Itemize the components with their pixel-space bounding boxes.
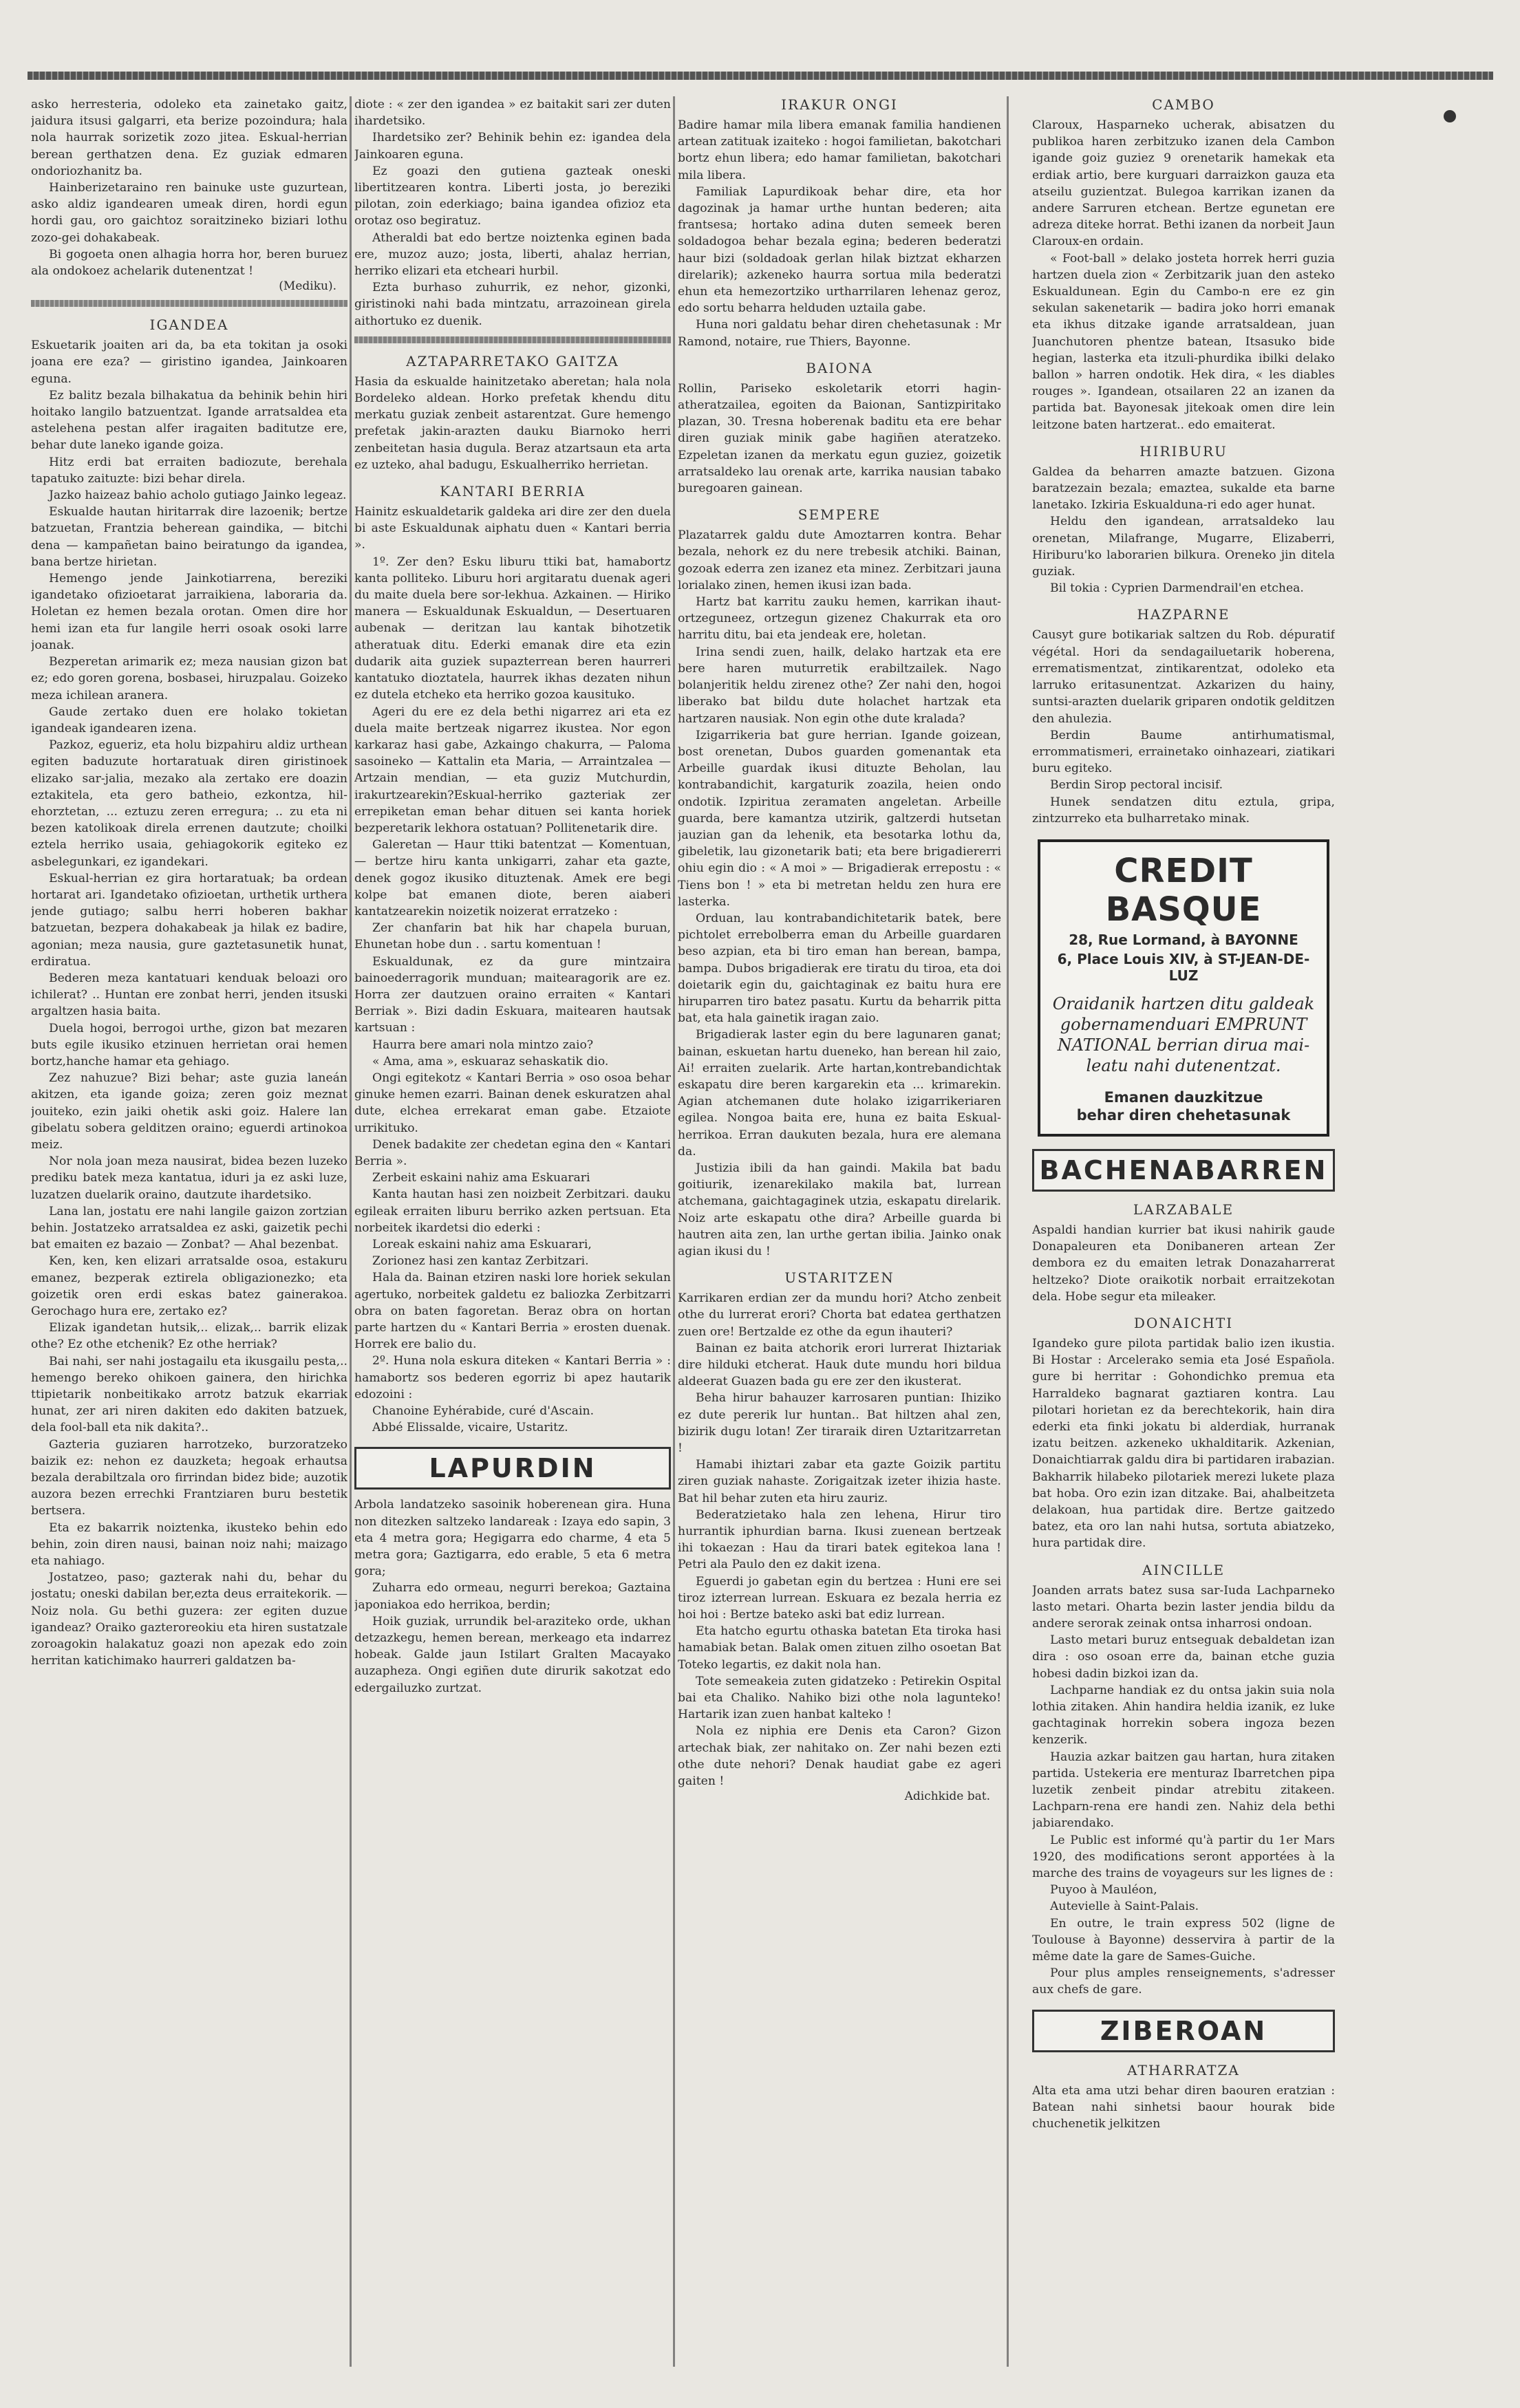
paragraph: Kanta hautan hasi zen noizbeit Zerbitzari. dauku egileak erraiten liburu berriko azken pertsuan. Eta norbeitek ikardetsi dio ederki : bbox=[354, 1187, 671, 1235]
paragraph: Rollin, Pariseko eskoletarik etorri hagin-atheratzailea, egoiten da Baionan, Santizpiritako plazan, 30. Tresna hoberenak baditu eta ere behar diren guziak minik gabe hagiñen ateratzeko. Ezpeletan izanen da merkatu egun guziez, goizetik arratsaldeko lau orenak arte, karrika nausian tabako buregoaren gainean. bbox=[678, 381, 1001, 496]
paragraph: Galeretan — Haur ttiki batentzat — Komentuan, — bertze hiru kanta unkigarri, zahar eta gazte, denek gogoz ikusiko dituztenak. Amek ere begi kolpe bat emanen diote, beren aiaberi kantatzearekin noizetik noizerat erratzeko : bbox=[354, 838, 671, 918]
paragraph: Hitz erdi bat erraiten badiozute, berehala tapatuko zaituzte: bizi behar direla. bbox=[31, 455, 347, 486]
ad-line: leatu nahi dutenentzat. bbox=[1086, 1055, 1281, 1075]
section-heading: DONAICHTI bbox=[1133, 1314, 1234, 1331]
column-3 bbox=[678, 96, 1001, 2380]
verse: Loreak eskaini nahiz ama Eskuarari, bbox=[372, 1238, 592, 1251]
paragraph: Lana lan, jostatu ere nahi langile gaizon zortzian behin. Jostatzeko arratsaldea ez aski, gaizetik pechi bat emaiten ez bazaio — Zonbat? — Ahal bezenbat. bbox=[31, 1204, 347, 1252]
verse: Zorionez hasi zen kantaz Zerbitzari. bbox=[372, 1254, 589, 1269]
paragraph: Bederen meza kantatuari kenduak beloazi oro ichilerat? .. Huntan ere zonbat herri, jenden itsuski argaltzen hasia baita. bbox=[31, 971, 347, 1019]
section-heading: ATHARRATZA bbox=[1127, 2061, 1240, 2078]
paragraph: Izigarrikeria bat gure herrian. Igande goizean, bost orenetan, Dubos guarden gomenantak eta Arbeille guardak ikusi dituzte Beholan, lau kontrabandichit, kargaturik zoazila, heien ondo ondotik. Izpiritua zeramaten angeletan. Arbeille guarda, bere kamantza utzirik, galtzerdi hutsetan jauzian gan da lehenik, eta besotarka lothu da, gibeletik, lau gizonetarik bati; eta bere brigadiererri ohiu egin dio : « A moi » — Brigadierak errepostu : « Tiens bon ! » eta bi metretan heldu zen hura ere lasterka. bbox=[678, 728, 1001, 909]
paragraph: Arbola landatzeko sasoinik hoberenean gira. Huna non ditezken saltzeko landareak : Izaya edo sapin, 3 eta 4 metra gora; Hegigarra edo charme, 4 eta 5 metra gora; Gaztigarra, edo erable, 5 eta 6 metra gora; bbox=[354, 1498, 671, 1579]
ad-text bbox=[1047, 993, 1320, 1076]
verse: Nola ez niphia ere Denis eta Caron? Gizon artechak biak, zer nahitako on. Zer nahi bezen ezti othe dute nehori? Denak haudiat gabe ez ageri gaiten ! bbox=[678, 1724, 1001, 1789]
verse: Tote semeakeia zuten gidatzeko : Petirekin Ospital bai eta Chaliko. Nahiko bizi othe nola lagunteko! Hartarik izan zuen hanbat kalteko ! bbox=[678, 1674, 1001, 1722]
paragraph: Elizak igandetan hutsik,.. elizak,.. barrik elizak othe? Ez othe etchenik? Ez othe herriak? bbox=[31, 1321, 347, 1352]
column-2 bbox=[354, 96, 671, 2380]
paragraph: Brigadierak laster egin du bere lagunaren ganat; bainan, eskuetan hartu dueneko, han berean hil zaio, Ai! erraiten zuelarik. Arte hartan,kontrebandichtak eskapatu dire beren kargarekin eta ... krimarekin. Agian atchemanen dute holako izigarrikeriaren egilea. Nongoa baita ere, huna ez baita Eskual-herrikoa. Erran daukuten bezala, hura ere alemana da. bbox=[678, 1028, 1001, 1159]
separator bbox=[354, 336, 671, 343]
section-heading: BAIONA bbox=[806, 359, 873, 376]
paragraph: Hala da. Bainan etziren naski lore horiek sekulan agertuko, norbeitek galdetu ez baliozka Zerbitzarri obra on baten fagoretan. Beraz obra on hortan parte hartzen du « Kantari Berria » erosten duenak. Horrek ere balio du. bbox=[354, 1271, 671, 1352]
paragraph: Zez nahuzue? Bizi behar; aste guzia laneán akitzen, eta igande goiza; zeren goiz meznat jouiteko, ezin jaiki ohetik aski goiz. Halere lan gibelatu sobera gelditzen oraino; eguerdi artinokoa meiz. bbox=[31, 1071, 347, 1152]
paragraph: Denek badakite zer chedetan egina den « Kantari Berria ». bbox=[354, 1137, 671, 1168]
paragraph: Autevielle à Saint-Palais. bbox=[1050, 1900, 1199, 1914]
section-banner: BACHENABARREN bbox=[1032, 1149, 1335, 1192]
section-heading: HIRIBURU bbox=[1139, 442, 1228, 460]
paragraph: Gaude zertako duen ere holako tokietan igandeak igandearen izena. bbox=[31, 705, 347, 735]
paragraph: Bi gogoeta onen alhagia horra hor, beren buruez ala ondokoez achelarik dutenentzat ! bbox=[31, 247, 347, 279]
paragraph: Plazatarrek galdu dute Amoztarren kontra. Behar bezala, nehork ez du nere trebesik atchiki. Bainan, gozoak ederra zen izanez eta minez. Zerbitzari jauna lorialako zinen, hemen ikusi izan bada. bbox=[678, 528, 1001, 592]
paragraph: Eskual-herrian ez gira hortaratuak; ba ordean hortarat ari. Igandetako ofizioetan, urthetik urthera jende gutiago; salbu herri hoberen bakhar batzuetan, bezpera dohakabeak ja hilak ez badire, agonian; meza nausia, gure gaztetasunetik hunat, erdiratua. bbox=[31, 871, 347, 969]
paragraph: Igandeko gure pilota partidak balio izen ikustia. Bi Hostar : Arcelerako semia eta José Española. gure bi herritar : Gohondichko premua eta Harraldeko bagnarat gaztiaren kontra. Lau pilotari horietan ez da berechtekorik, hain dira ederki eta finki jokatu bi alderdiak, hurranak izatu beitzen. azkeneko ukhalditarik. Azkenian, Donaichtiarrak galdu dira bi partidaren irabazian. Bakharrik hilabeko pilotariek merezi lukete plaza bat hoba. Oro ezin izan ditzake. Bai, ahalbeitzeta delakoan, hua partidak dire. Bertze gaitzedo batez, eta oro lan nahi hutsa, sortuta abiatzeko, hura partidak dire. bbox=[1032, 1336, 1335, 1551]
margin-dot bbox=[1444, 110, 1456, 122]
verse: Karrikaren erdian zer da mundu hori? Atcho zenbeit othe du lurrerat erori? Chorta bat edatea gerthatzen zuen ore! Bertzalde ez othe da egun ihauteri? bbox=[678, 1291, 1001, 1339]
column-rule bbox=[1007, 96, 1009, 2367]
verse: Bederatzietako hala zen lehena, Hirur tiro hurrantik iphurdian barna. Ikusi zuenean bertzeak ihi tokaezan : Hau da tirari batek egitekoa lana ! Petri ala Paulo den ez dakit izena. bbox=[678, 1507, 1001, 1572]
column-rule bbox=[350, 96, 352, 2367]
paragraph: Hainitz eskualdetarik galdeka ari dire zer den duela bi aste Eskualdunak aiphatu duen « Kantari berria ». bbox=[354, 505, 671, 552]
paragraph: Badire hamar mila libera emanak familia handienen artean zatituak izaiteko : hogoi familietan, bakotchari bortz ehun libera; edo hamar familietan, bakotchari mila libera. bbox=[678, 118, 1001, 182]
paragraph: Le Public est informé qu'à partir du 1er Mars 1920, des modifications seront apportées à la marche des trains de voyageurs sur les lignes de : bbox=[1032, 1833, 1335, 1881]
verse: Bainan ez baita atchorik erori lurrerat Ihiztariak dire hilduki etcherat. Hauk dute mundu hori bildua aldeerat Guazen bada gu ere zer den ikusterat. bbox=[678, 1341, 1001, 1389]
top-rule bbox=[28, 72, 1493, 80]
paragraph: asko herresteria, odoleko eta zainetako gaitz, jaidura itsusi galgarri, eta berize pozoindura; hala nola haurrak sorizetik zozo jitea. Eskual-herrian berean gerthatzen dena. Ez guziak edmaren ondoriozhanitz ba. bbox=[31, 98, 347, 178]
verse: Hamabi ihiztari zabar eta gazte Goizik partitu ziren guziak nahaste. Zorigaitzak izeter ihizia haste. Bat hil behar zuten eta hiru zauriz. bbox=[678, 1458, 1001, 1505]
paragraph: Ezta burhaso zuhurrik, ez nehor, gizonki, giristinoki nahi bada mintzatu, arrazoinean girela aithortuko ez duenik. bbox=[354, 281, 671, 328]
paragraph: Eskualde hautan hiritarrak dire lazoenik; bertze batzuetan, Frantzia beherean gaindika, — bitchi dena — kampañetan baino beiratungo da igandea, bana bertze hirietan. bbox=[31, 505, 347, 569]
paragraph: Heldu den igandean, arratsaldeko lau orenetan, Milafrange, Mugarre, Elizaberri, Hiriburu'ko laborarien bilkura. Oreneko jin ditela guziak. bbox=[1032, 515, 1335, 579]
verse: Zerbeit eskaini nahiz ama Eskuarari bbox=[372, 1171, 590, 1185]
verse: Zer chanfarin bat hik har chapela buruan, Ehunetan hobe dun . . sartu komentuan ! bbox=[354, 921, 671, 952]
section-heading: SEMPERE bbox=[798, 506, 881, 524]
section-heading: CAMBO bbox=[1152, 96, 1215, 113]
section-banner: LAPURDIN bbox=[354, 1447, 671, 1490]
paragraph: Familiak Lapurdikoak behar dire, eta hor dagozinak ja hamar urthe huntan bederen; aita frantsesa; hortako adina duten semeek beren soldadogoa behar bezala egina; bederen bederatzi haur bizi (soldadoak gerlan hilak biztzat ekharzen direlarik); azkeneko haurra sortua mila bederatzi ehun eta hemezortziko urtharrilaren lehenaz geroz, edo sortu beharra helduden uztaila gabe. bbox=[678, 184, 1001, 316]
paragraph: Jostatzeo, paso; gazterak nahi du, behar du jostatu; oneski dabilan ber,ezta deus erraitekorik. — Noiz nola. Gu bethi guzera: zer egiten duzue igandeaz? Oraiko gazteroreokiu eta hiren sustatzale zoroagokin halakatuz goazi non apezak edo zoin herritan katichimako haurreri galdatzen ba- bbox=[31, 1571, 347, 1668]
section-heading: LARZABALE bbox=[1133, 1201, 1234, 1218]
paragraph: Hoik guziak, urrundik bel-araziteko orde, ukhan detzazkegu, hemen berean, merkeago eta indarrez hobeak. Galde jaun Istilart Gralten Macayako auzapheza. Ongi egiñen dute dirurik sakotzat edo edergailuzko zurtzat. bbox=[354, 1614, 671, 1695]
paragraph: Bezperetan arimarik ez; meza nausian gizon bat ez; edo goren gorena, bosbasei, hiruzpalau. Goizeko meza ichilean aranera. bbox=[31, 655, 347, 702]
paragraph: Bai nahi, ser nahi jostagailu eta ikusgailu pesta,.. hemengo bereko ohikoen gainera, den hirichka ttipietarik nonbeitikako arrotz batzuk ekarriak hunat, zer ari niren dakiten edo dakiten batzuek, dela fool-ball eta nik dakita?.. bbox=[31, 1354, 347, 1435]
paragraph: Causyt gure botikariak saltzen du Rob. dépuratif végétal. Hori da sendagailuetarik hoberena, errematismentzat, zintikarentzat, odoleko eta larruko eritasunentzat. Azkarizen du hainy, suntsi-arazten duelarik griparen ondotik gelditzen den ahulezia. bbox=[1032, 628, 1335, 726]
ad-line: NATIONAL berrian dirua mai- bbox=[1057, 1035, 1310, 1055]
paragraph: Ez balitz bezala bilhakatua da behinik behin hiri hoitako langilo batzuentzat. Igande arratsaldea eta astelehena pestan alfer iragaiten baditutze ere, behar dute laneko igande goiza. bbox=[31, 388, 347, 453]
paragraph: En outre, le train express 502 (ligne de Toulouse à Bayonne) desservira à partir de la même date la gare de Sames-Guiche. bbox=[1032, 1916, 1335, 1964]
separator bbox=[31, 300, 347, 307]
column-rule bbox=[673, 96, 675, 2367]
ad-line: Emanen dauzkitzue bbox=[1104, 1088, 1263, 1106]
paragraph: Galdea da beharren amazte batzuen. Gizona baratzezain bezala; emaztea, sukalde eta barne lanetako. Izkiria Eskualduna-ri edo ager hunat. bbox=[1032, 464, 1335, 513]
paragraph: Hunek sendatzen ditu eztula, gripa, zintzurreko eta bulharretako minak. bbox=[1032, 795, 1335, 826]
address-line: Abbé Elissalde, vicaire, Ustaritz. bbox=[372, 1421, 568, 1435]
paragraph: Jazko haizeaz bahio acholo gutiago Jainko legeaz. bbox=[49, 488, 347, 503]
ad-footer bbox=[1047, 1088, 1320, 1124]
column-4 bbox=[1032, 96, 1335, 2380]
section-heading: USTARITZEN bbox=[784, 1269, 895, 1287]
ad-title: CREDIT BASQUE bbox=[1105, 851, 1262, 929]
credit-basque-ad bbox=[1038, 839, 1329, 1137]
paragraph: Hemengo jende Jainkotiarrena, bereziki igandetako ofizioetarat jarraikiena, laboraria da. Holetan ez hemen bezala orotan. Omen dire hor hemi izan eta fur langile herri osoak osoki larre joanak. bbox=[31, 572, 347, 652]
paragraph: Atheraldi bat edo bertze noiztenka eginen bada ere, muzoz auzo; josta, liberti, ahalaz herrian, herriko elizari eta etcheari hurbil. bbox=[354, 230, 671, 279]
column-1 bbox=[31, 96, 347, 2380]
section-heading: IRAKUR ONGI bbox=[781, 96, 898, 113]
paragraph: Huna nori galdatu behar diren chehetasunak : Mr Ramond, notaire, rue Thiers, Bayonne. bbox=[678, 318, 1001, 349]
paragraph: 1º. Zer den? Esku liburu ttiki bat, hamabortz kanta polliteko. Liburu hori argitaratu duenak ageri du maite duela bere sor-lekhua. Azkainen. — Hiriko manera — Eskualdunak Eskualdun, — Desertuaren aubenak — deritzan lau kantak bihotzetik atheratuak ditu. Ederki emanak dire eta ezin dudarik aita guziek supazterrean beren haurreri kantatuko dioztatela, haurrek ikhas dezaten nihun ez dutela etcheko eta herriko gozoa kausituko. bbox=[354, 555, 671, 702]
section-heading: KANTARI BERRIA bbox=[440, 483, 586, 500]
ad-address: 6, Place Louis XIV, à ST-JEAN-DE-LUZ bbox=[1057, 950, 1310, 984]
paragraph: « Foot-ball » delako josteta horrek herri guzia hartzen duela zion « Zerbitzarik juan den asteko Eskualdunean. Egin du Cambo-n ere ez gin sekulan sakenetarik — badira joko horri emanak eta ikhus ditzake igande arratsaldean, juan Juanchutoren phentze batean, Itsasuko bide hegian, lasterka eta itzuli-phurdika ibilki delako ballon » harren ondotik. Hek dira, « les diables rouges ». Igandean, otsailaren 22 an izanen da partida bat. Bayonesak jitekoak omen dire lein leitzone baten hartzerat.. edo emaiterat. bbox=[1032, 251, 1335, 432]
paragraph: Ongi egitekotz « Kantari Berria » oso osoa behar ginuke hemen ezarri. Bainan denek eskuratzen ahal dute, elchea errekarat eman gabe. Etzaiote urrikituko. bbox=[354, 1071, 671, 1135]
paragraph: Lachparne handiak ez du ontsa jakin suia nola lothia zitaken. Ahin handira heldia izanik, ez luke gachtaginak horrekin sobera ingoza bezen kenzerik. bbox=[1032, 1683, 1335, 1748]
paragraph: Joanden arrats batez susa sar-Iuda Lachparneko lasto metari. Oharta bezin laster jendia bildu da andere serorak zeinak ontsa inharrosi ondoan. bbox=[1032, 1583, 1335, 1631]
paragraph: Irina sendi zuen, hailk, delako hartzak eta ere bere haren muturretik erabiltzailek. Nago bolanjeritik heldu zirenez othe? Zer nahi den, hogoi liberako bat bildu dute holachet hartzak eta hartzaren nausiak. Non egin othe dute kralada? bbox=[678, 645, 1001, 726]
section-heading: AZTAPARRETAKO GAITZA bbox=[406, 352, 619, 369]
ad-line: Oraidanik hartzen ditu galdeak bbox=[1052, 993, 1315, 1013]
paragraph: Aspaldi handian kurrier bat ikusi nahirik gaude Donapaleuren eta Donibaneren artean Zer dembora ez du emaiten letrak Donazaharrerat heltzeko? Diote oraikotik norbait erraitzekotan dela. Hobe segur eta mileaker. bbox=[1032, 1223, 1335, 1304]
paragraph: Ken, ken, ken elizari arratsalde osoa, estakuru emanez, bezperak eztirela obligazionezko; eta goizetik oren erdi eskas batez gainerakoa. Gerochago hura ere, zertako ez? bbox=[31, 1254, 347, 1319]
signature: (Mediku). bbox=[279, 279, 336, 294]
verse: Eta hatcho egurtu othaska batetan Eta tiroka hasi hamabiak betan. Balak omen zituen zilho osoetan Bat Toteko legartis, ez dakit nola han. bbox=[678, 1624, 1001, 1672]
paragraph: Claroux, Hasparneko ucherak, abisatzen du publikoa haren zerbitzuko izanen dela Cambon igande goiz guziez 9 orenetarik hamekak eta erdiak artio, bere kurguari darraizkon gauza eta atseilu guzientzat. Bulegoa karrikan izanen da andere Sarruren etchean. Bertze egunetan ere adreza diteke horrat. Bethi izanen da norbeit Jaun Claroux-en ordain. bbox=[1032, 118, 1335, 249]
verse: Beha hirur bahauzer karrosaren puntian: Ihiziko ez dute pererik lur huntan.. Bat hiltzen ahal zen, bizirik dugu lotan! Zer tiraraik diren Uztaritzarretan ! bbox=[678, 1391, 1001, 1456]
paragraph: Pazkoz, egueriz, eta holu bizpahiru aldiz urthean egiten baduzute hortaratuak diren giristinoek elizako sar-jalia, mezako ala zertako ere doazin eztakitela, eta gero batheio, ezkontza, hil-ehorztetan, ... eztuzu zeren erregura; .. zu eta ni bezen katolikoak direla errenen dautzute; choilki eztela herriko usaia, gehiagokorik egiteko ez asbelegunkari, ez igandekari. bbox=[31, 738, 347, 869]
paragraph: Nor nola joan meza nausirat, bidea bezen luzeko prediku batek meza kantatua, iduri ja ez aski luze, luzatzen duelarik oraino, dautzute ihardetsiko. bbox=[31, 1154, 347, 1202]
paragraph: Eskuetarik joaiten ari da, ba eta tokitan ja osoki joana ere eza? — giristino igandea, Jainkoaren eguna. bbox=[31, 338, 347, 386]
paragraph: Hainberizetaraino ren bainuke uste guzurtean, asko aldiz igandearen umeak diren, hordi egun hordi gau, oro gaichtoz soraitzineko biziari lothu zozo-gei dohakabeak. bbox=[31, 181, 347, 245]
paragraph: diote : « zer den igandea » ez baitakit sari zer duten ihardetsiko. bbox=[354, 98, 671, 129]
paragraph: Puyoo à Mauléon, bbox=[1050, 1883, 1157, 1898]
paragraph: Pour plus amples renseignements, s'adresser aux chefs de gare. bbox=[1032, 1966, 1335, 1997]
verse: Haurra bere amari nola mintzo zaio? bbox=[372, 1038, 594, 1052]
verse: Eguerdi jo gabetan egin du bertzea : Huni ere sei tiroz izterrean lurrean. Eskuara ez bezala herria ez hoi hoi : Bertze bateko aski bat ediz lurrean. bbox=[678, 1574, 1001, 1622]
address-line: Chanoine Eyhérabide, curé d'Ascain. bbox=[372, 1404, 595, 1419]
section-heading: AINCILLE bbox=[1142, 1561, 1225, 1578]
paragraph: Ez goazi den gutiena gazteak oneski libertitzearen kontra. Liberti josta, jo bereziki pilotan, zoin ederkiago; baina igandea ofizioz eta orotaz oso begiratuz. bbox=[354, 164, 671, 228]
section-banner: ZIBEROAN bbox=[1032, 2010, 1335, 2052]
paragraph: Eskualdunak, ez da gure mintzaira bainoederragorik munduan; maitearagorik are ez. Horra zer dautzuen oraino erraiten « Kantari Berriak ». Bizi dadin Eskuara, maitearen hautsak kartsuan : bbox=[354, 954, 671, 1035]
section-heading: IGANDEA bbox=[149, 316, 229, 334]
paragraph: Ageri du ere ez dela bethi nigarrez ari eta ez duela maite bertzeak nigarrez ikustea. Nor egon karkaraz hasi gabe, Azkaingo chakurra, — Paloma sasoineko — Kattalin eta Maria, — Arraintzalea — Artzain mendian, — eta guziz Mutchurdin, irakurtzearekin?Eskual-herriko gazteriak zer errepiketan eman behar dituen sei kanta horiek bezperetarik lekhora ostatuan? Pollitenetarik dire. bbox=[354, 705, 671, 835]
paragraph: Duela hogoi, berrogoi urthe, gizon bat mezaren buts egile ikusiko etzinuen herrietan orai hemen bortz,hanche hamar eta gehiago. bbox=[31, 1021, 347, 1068]
paragraph: Orduan, lau kontrabandichitetarik batek, bere pichtolet errebolberra eman du Arbeille guardaren beso azpian, eta bi tiro eman han berean, bampa, bampa. Dubos brigadierak ere tiratu du tiroa, eta doi doietarik egin du, gaichtaginak ez baitu hura ere hiruparren tiro batez pasatu. Kurtu da beharrik pitta bat, eta hala gainetik iragan zaio. bbox=[678, 911, 1001, 1026]
verse: « Ama, ama », eskuaraz sehaskatik dio. bbox=[372, 1054, 609, 1068]
paragraph: Hartz bat karritu zauku hemen, karrikan ihaut-ortzeguneez, ortzegun gizenez Chakurrak eta oro harritu ditu, bai eta jendeak ere, holetan. bbox=[678, 595, 1001, 643]
ad-address: 28, Rue Lormand, à BAYONNE bbox=[1069, 931, 1298, 948]
paragraph: Eta ez bakarrik noiztenka, ikusteko behin edo behin, zoin diren nausi, bainan noiz nahi; maizago eta nahiago. bbox=[31, 1520, 347, 1569]
paragraph: Bil tokia : Cyprien Darmendrail'en etchea. bbox=[1050, 581, 1304, 596]
paragraph: Lasto metari buruz entseguak debaldetan izan dira : oso osoan erre da, bainan etche guzia hobesi dadin bizkoi izan da. bbox=[1032, 1633, 1335, 1681]
ad-line: behar diren chehetasunak bbox=[1076, 1106, 1291, 1124]
paragraph: Alta eta ama utzi behar diren baouren eratzian : Batean nahi sinhetsi baour hourak bide chuchenetik jelkitzen bbox=[1032, 2083, 1335, 2131]
paragraph: Zuharra edo ormeau, negurri berekoa; Gaztaina japoniakoa edo herrikoa, berdin; bbox=[354, 1581, 671, 1612]
paragraph: Ihardetsiko zer? Behinik behin ez: igandea dela Jainkoaren eguna. bbox=[354, 131, 671, 162]
section-heading: HAZPARNE bbox=[1137, 606, 1230, 623]
paragraph: 2º. Huna nola eskura diteken « Kantari Berria » : hamabortz sos bederen egorriz bi apez hautarik edozoini : bbox=[354, 1354, 671, 1401]
paragraph: Hasia da eskualde hainitzetako aberetan; hala nola Bordeleko aldean. Horko prefetak khendu ditu merkatu guziak zenbeit astarentzat. Gure hemengo prefetak jakin-arazten dauku Biarnoko herri zenbeitetan hasia dugula. Beraz atzartsaun eta arta ez uzteko, ahal badugu, Eskualherriko herrietan. bbox=[354, 374, 671, 472]
paragraph: Berdin Sirop pectoral incisif. bbox=[1050, 778, 1223, 793]
signature: Adichkide bat. bbox=[904, 1789, 990, 1804]
paragraph: Justizia ibili da han gaindi. Makila bat badu goitiurik, izenarekilako makila bat, lurrean atchemana, gaichtagaginek utzia, eskapatu direlarik. Noiz arte eskapatu othe dira? Arbeille guarda bi hautren aita zen, lan urthe gertan ibilia. Jainko onak agian ikusi du ! bbox=[678, 1161, 1001, 1258]
ad-line: gobernamenduari EMPRUNT bbox=[1060, 1014, 1307, 1034]
paragraph: Gazteria guziaren harrotzeko, burzoratzeko baizik ez: nehon ez dauzketa; hegoak erhautsa bezala derabiltzala oro firrindan bidez bide; auzotik auzora bezen errechki Frantziaren buru bestetik bertsera. bbox=[31, 1437, 347, 1518]
paragraph: Hauzia azkar baitzen gau hartan, hura zitaken partida. Ustekeria ere menturaz Ibarretchen pipa luzetik zenbeit pindar atrebitu zitakeen. Lachparn-rena ere handi zen. Nahiz dela bethi jabiarendako. bbox=[1032, 1750, 1335, 1831]
paragraph: Berdin Baume antirhumatismal, errommatismeri, errainetako oinhazeari, ziatikari buru egiteko. bbox=[1032, 728, 1335, 776]
